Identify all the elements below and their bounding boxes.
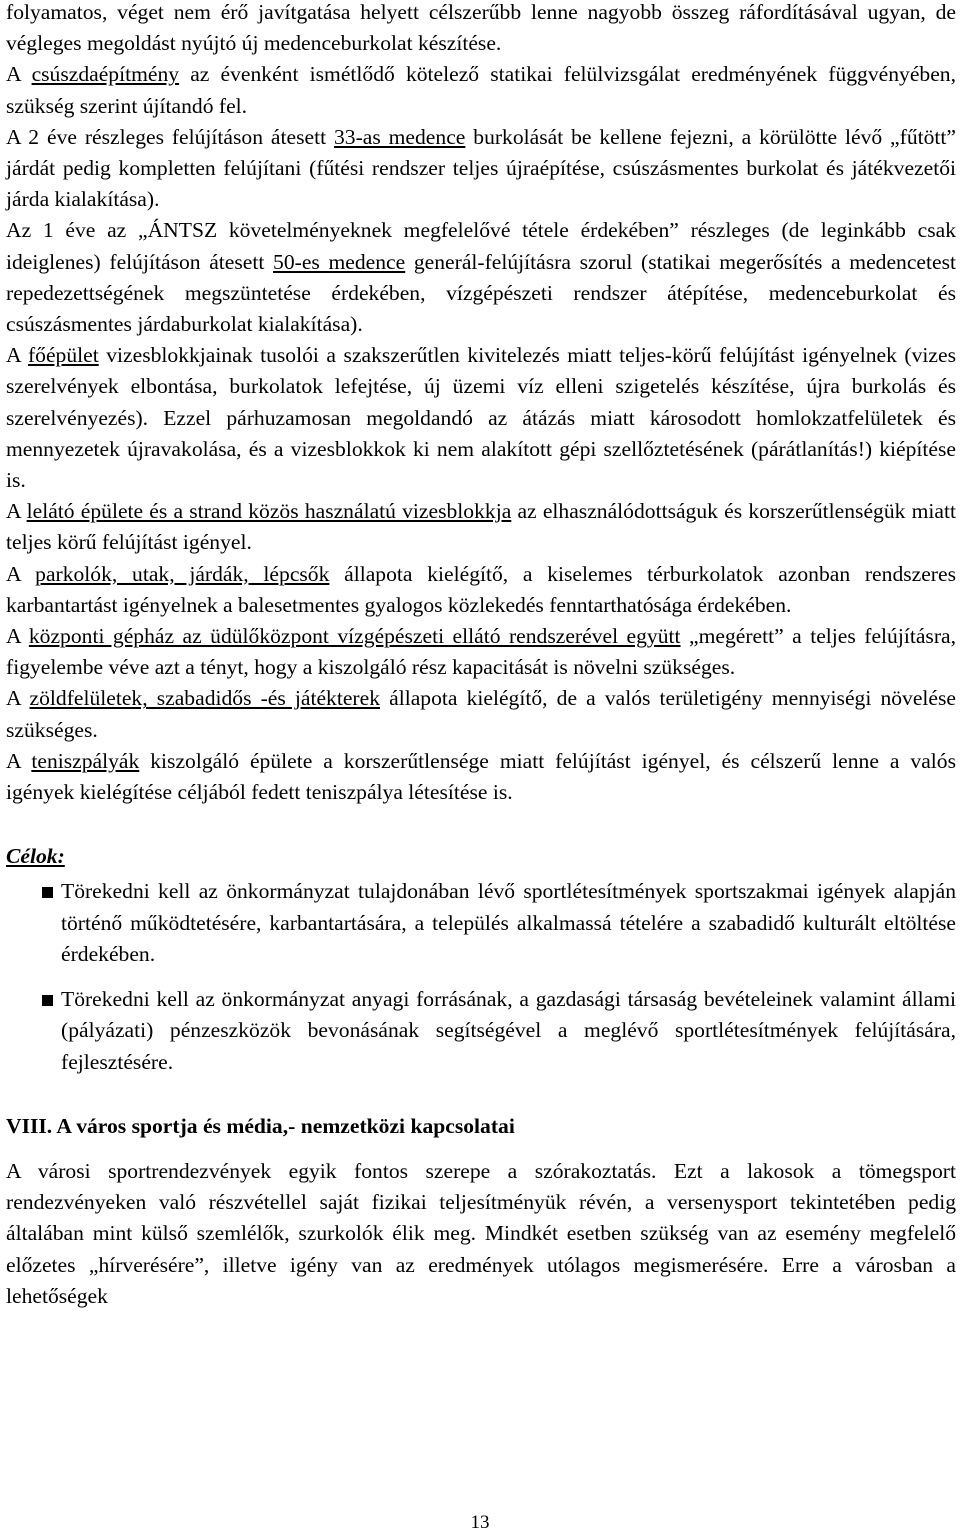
paragraph-text: Az 1 éve az „ÁNTSZ követelményeknek megfelelővé tétele érdekében” részleges (de leginkább csak ideiglenes) felújításon átesett [6,218,956,274]
underlined-term: főépület [27,343,99,368]
paragraph-text: burkolását be kellene fejezni, a körülötte lévő „fűtött” járdát pedig kompletten felújítani (fűtési rendszer teljes újraépítése, csúszásmentes burkolat és játékvezetői járda kialakítása). [6,124,957,212]
underlined-term: központi gépház az üdülőközpont vízgépészeti ellátó rendszerével együtt [28,624,681,649]
paragraph-text: A 2 éve részleges felújításon átesett [6,124,334,149]
paragraph-text: A [6,499,27,524]
paragraph-parkolok [6,559,956,621]
goals-heading-line [6,841,956,872]
underlined-term: csúszdaépítmény [31,62,180,87]
goal-text: Törekedni kell az önkormányzat tulajdonában lévő sportlétesítmények sportszakmai igények alapján történő működtetésére, karbantartására, a település alkalmassá tételére a szabadidő kulturált eltöltése érdekében. [61,879,956,966]
paragraph-50-medence [6,215,956,340]
paragraph-gephaz [6,621,956,683]
paragraph-foepulet [6,340,956,496]
underlined-term: teniszpályák [31,748,140,773]
paragraph-33-medence [6,122,956,216]
paragraph-text: az évenként ismétlődő kötelező statikai felülvizsgálat eredményének függvényében, szükség szerint újítandó fel. [6,62,956,118]
goals-heading: Célok: [6,844,65,869]
paragraph-lelato [6,496,956,558]
paragraph-text: A [6,624,29,649]
paragraph-text: A [6,686,30,711]
paragraph-csuszda [6,59,956,121]
underlined-term: lelátó épülete és a strand közös használatú vizesblokkja [26,499,512,524]
paragraph-text: generál-felújításra szorul (statikai megerősítés a medencetest repedezettségének megszüntetése érdekében, vízgépészeti rendszer átépítése, medenceburkolat és csúszásmentes járdaburkolat kialakítása). [6,249,956,337]
paragraph-text: A városi sportrendezvények egyik fontos szerepe a szórakoztatás. Ezt a lakosok a tömegsport rendezvényeken való részvétellel saját fizikai teljesítményük révén, a versenysport tekintetében pedig általában mint külső szemlélők, szurkolók élik meg. Mindkét esetben szükség van az esemény megfelelő előzetes „hírverésére”, illetve igény van az eredmények utólagos megismerésére. Erre a városban a lehetőségek [6,1158,956,1308]
paragraph-text: A [6,561,36,586]
paragraph-text: az elhasználódottságuk és korszerűtlenségük miatt teljes körű felújítást igényel. [6,499,956,555]
paragraph-text: A [6,62,32,87]
document-page [6,0,956,1312]
paragraph-text: folyamatos, véget nem érő javítgatása helyett célszerűbb lenne nagyobb összeg ráfordításával ugyan, de végleges megoldást nyújtó új medenceburkolat készítése. [6,0,956,56]
paragraph-zoldfeluletek [6,683,956,745]
chapter-title: VIII. A város sportja és média,- nemzetközi kapcsolatai [6,1113,515,1138]
chapter-body [6,1156,956,1312]
paragraph-text: A [6,748,32,773]
underlined-term: 33-as medence [333,124,466,149]
paragraph-text: állapota kielégítő, de a valós területigény mennyiségi növelése szükséges. [6,686,956,742]
underlined-term: 50-es medence [273,249,406,274]
paragraph-text: vizesblokkjainak tusolói a szakszerűtlen kivitelezés miatt teljes-körű felújítást igényelnek (vizes szerelvények elbontása, burkolatok lefejtése, új üzemi víz elleni szigetelés készítése, újra burkolás és szerelvényezés). Ezzel párhuzamosan megoldandó az átázás miatt károsodott homlokzatfelületek és mennyezetek újravakolása, és a vizesblokkok ki nem alakított gépi szellőztetésének (párátlanítás!) kiépítése is. [6,343,956,493]
paragraph-teniszpalyak [6,746,956,808]
page-number: 13 [470,1512,490,1533]
underlined-term: parkolók, utak, járdák, lépcsők [35,561,330,586]
paragraph-text: állapota kielégítő, a kiselemes térburkolatok azonban rendszeres karbantartást igényelnek a balesetmentes gyalogos közlekedés fenntarthatósága érdekében. [6,561,956,617]
square-bullet-icon [42,887,53,898]
goal-text: Törekedni kell az önkormányzat anyagi forrásának, a gazdasági társaság bevételeinek valamint állami (pályázati) pénzeszközök bevonásának segítségével a meglévő sportlétesítmények felújítására, fejlesztésére. [61,987,956,1074]
square-bullet-icon [42,995,53,1006]
goal-item [6,984,956,1078]
paragraph-medenceburkolat [6,0,956,59]
goals-list [6,876,956,1077]
paragraph-text: kiszolgáló épülete a korszerűtlensége miatt felújítást igényel, és célszerű lenne a valós igények kielégítése céljából fedett teniszpálya létesítése is. [6,748,956,805]
underlined-term: zöldfelületek, szabadidős -és játékterek [29,686,381,711]
goal-item [6,876,956,970]
paragraph-text: „megérett” a teljes felújításra, figyelembe véve azt a tényt, hogy a kiszolgáló rész kapacitását is növelni szükséges. [6,624,956,680]
paragraph-text: A [6,343,28,368]
